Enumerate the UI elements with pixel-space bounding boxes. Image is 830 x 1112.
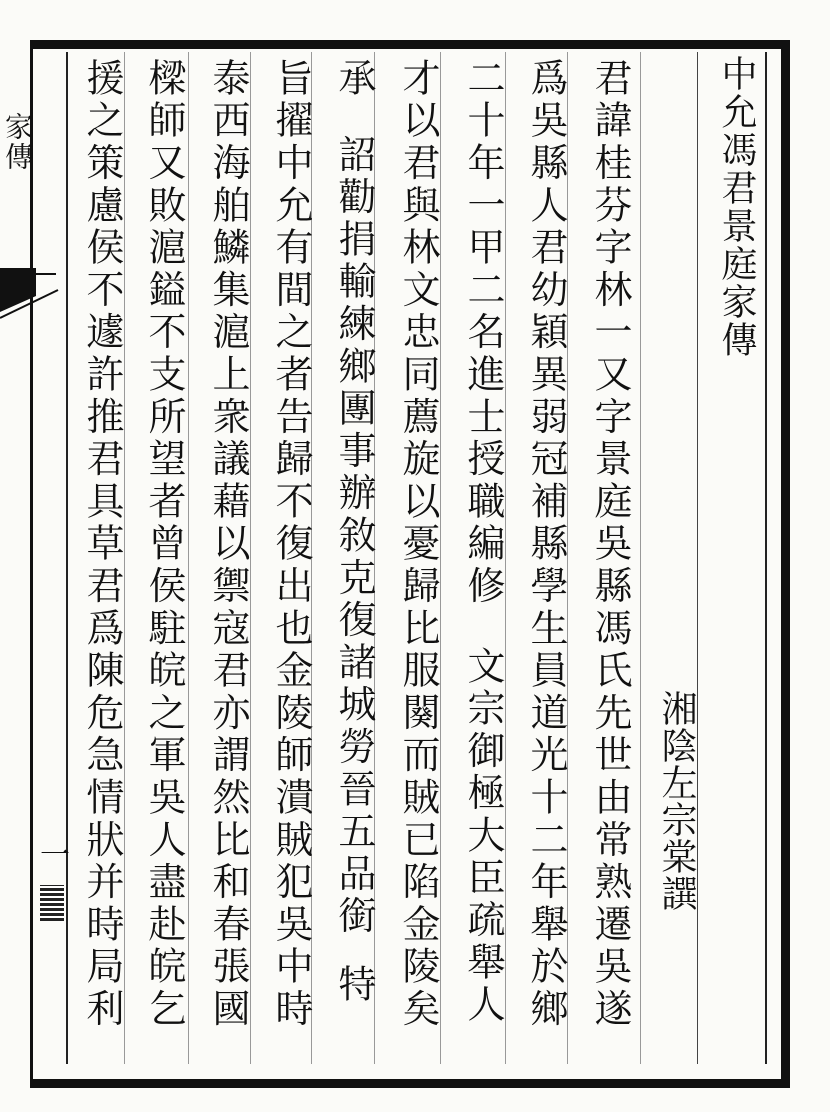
spine-label: 家傳 <box>1 112 34 172</box>
text-column <box>202 58 254 1031</box>
text-column <box>584 58 636 1031</box>
text-column <box>265 58 317 1031</box>
text-line: 旨擢中允有間之者告歸不復出也金陵師潰賊犯吳中時 <box>269 58 313 1031</box>
text-line: 樑師又敗滬鎰不支所望者曾侯駐皖之軍吳人盡赴皖乞 <box>142 58 186 1031</box>
column-rule <box>697 52 698 1064</box>
text-line: 二十年一甲二名進士授職編修 <box>461 58 505 608</box>
text-line: 泰西海舶鱗集滬上衆議藉以禦寇君亦謂然比和春張國 <box>206 58 250 1031</box>
document-title: 中允馮君景庭家傳 <box>716 55 757 359</box>
leaf-number: 一 <box>40 838 70 873</box>
text-line: 援之策慮侯不遽許推君具草君爲陳危急情狀并時局利 <box>80 58 124 1031</box>
text-line: 君諱桂芬字林一又字景庭吳縣馮氏先世由常熟遷吳遂 <box>588 58 632 1031</box>
document-author: 湘陰左宗棠譔 <box>656 690 697 912</box>
text-column <box>328 58 380 1006</box>
column-rule <box>765 52 767 1064</box>
fishtail-ornament-icon <box>0 268 60 330</box>
page-spine <box>0 52 32 1064</box>
text-line-elevated: 文宗御極大臣疏舉人 <box>461 645 505 1027</box>
text-line: 承 <box>332 58 376 101</box>
text-line: 爲吳縣人君幼穎異弱冠補縣學生員道光十二年舉於鄉 <box>524 58 568 1031</box>
printer-mark-icon <box>40 885 64 921</box>
text-line-elevated: 詔勸捐輸練鄉團事辦敘克復諸城勞晉五品銜 <box>332 134 376 939</box>
text-line: 才以君與林文忠同薦旋以憂歸比服闋而賊已陷金陵矣 <box>396 58 440 1031</box>
text-column <box>392 58 444 1031</box>
text-line-elevated: 特 <box>332 964 376 1007</box>
text-column <box>457 58 509 1027</box>
text-column <box>138 58 190 1031</box>
column-rule <box>66 52 68 1064</box>
column-rule <box>640 52 641 1064</box>
text-column <box>520 58 572 1031</box>
text-column <box>76 58 128 1031</box>
